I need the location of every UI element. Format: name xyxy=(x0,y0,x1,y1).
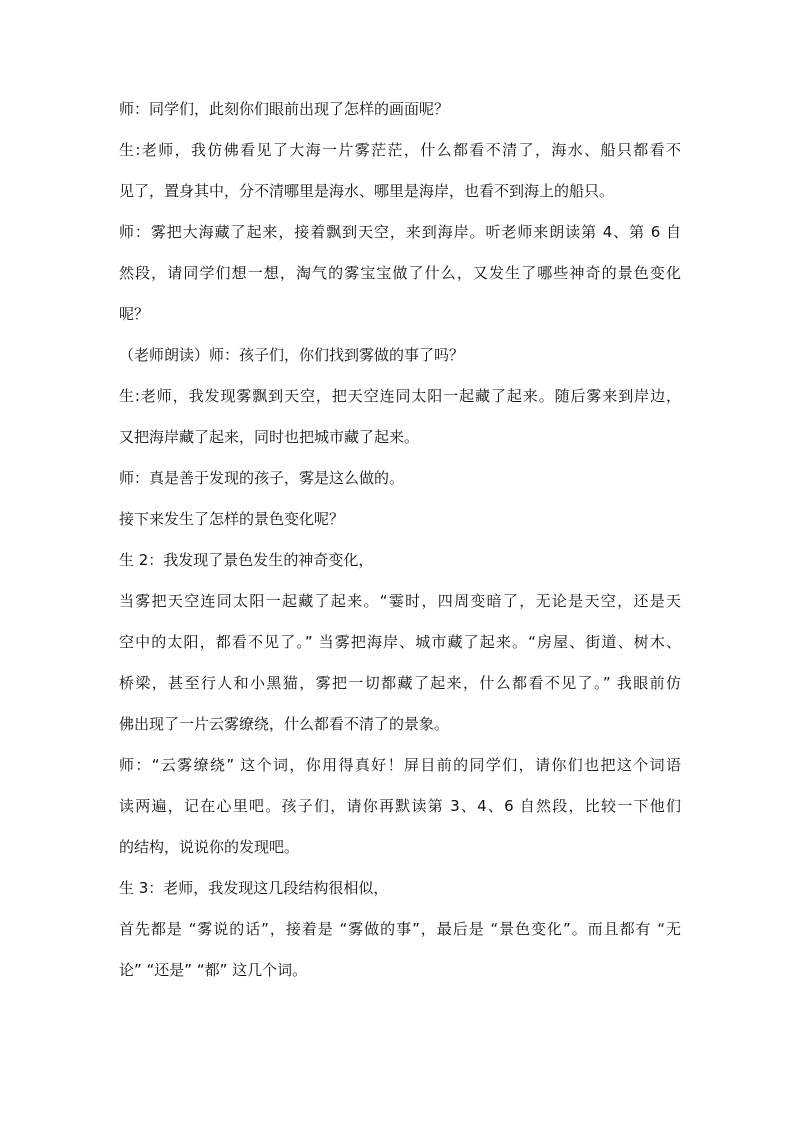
text-line: 生 3：老师，我发现这几段结构很相似， xyxy=(119,879,389,897)
text-line: 当雾把天空连同太阳一起藏了起来。“霎时，四周变暗了，无论是天空，还是天 xyxy=(119,592,681,610)
text-line: 空中的太阳，都看不见了。” 当雾把海岸、城市藏了起来。“房屋、街道、树木、 xyxy=(119,633,681,651)
paragraph-5 xyxy=(119,383,681,451)
text-line: 的结构，说说你的发现吧。 xyxy=(119,838,300,856)
document-body xyxy=(119,96,681,984)
paragraph-12 xyxy=(119,916,681,984)
paragraph-6 xyxy=(119,465,681,492)
text-line: 见了，置身其中，分不清哪里是海水、哪里是海岸，也看不到海上的船只。 xyxy=(119,182,615,200)
text-line: 呢？ xyxy=(119,305,150,323)
paragraph-7 xyxy=(119,506,681,533)
text-line: 然段，请同学们想一想，淘气的雾宝宝做了什么，又发生了哪些神奇的景色变化 xyxy=(119,264,681,282)
paragraph-8 xyxy=(119,547,681,574)
text-line: 生:老师，我仿佛看见了大海一片雾茫茫，什么都看不清了，海水、船只都看不 xyxy=(119,141,681,159)
text-line: 首先都是 “雾说的话”，接着是 “雾做的事”，最后是 “景色变化”。而且都有 “无 xyxy=(119,920,681,938)
text-line: 师：雾把大海藏了起来，接着飘到天空，来到海岸。听老师来朗读第 4、第 6 自 xyxy=(119,223,681,241)
text-line: 佛出现了一片云雾缭绕，什么都看不清了的景象。 xyxy=(119,715,450,733)
text-line: 桥梁，甚至行人和小黑猫，雾把一切都藏了起来，什么都看不见了。” 我眼前仿 xyxy=(119,674,681,692)
text-line: （老师朗读）师：孩子们，你们找到雾做的事了吗？ xyxy=(119,346,465,364)
paragraph-4 xyxy=(119,342,681,369)
text-line: 接下来发生了怎样的景色变化呢？ xyxy=(119,510,345,528)
paragraph-9 xyxy=(119,588,681,738)
paragraph-10 xyxy=(119,752,681,861)
text-line: 师：同学们，此刻你们眼前出现了怎样的画面呢？ xyxy=(119,100,450,118)
text-line: 生 2：我发现了景色发生的神奇变化， xyxy=(119,551,374,569)
paragraph-2 xyxy=(119,137,681,205)
paragraph-3 xyxy=(119,219,681,328)
text-line: 生:老师，我发现雾飘到天空，把天空连同太阳一起藏了起来。随后雾来到岸边， xyxy=(119,387,681,405)
text-line: 论” “还是” “都” 这几个词。 xyxy=(119,961,308,979)
text-line: 师：“云雾缭绕” 这个词，你用得真好！屏目前的同学们，请你们也把这个词语 xyxy=(119,756,681,774)
paragraph-1 xyxy=(119,96,681,123)
text-line: 读两遍，记在心里吧。孩子们，请你再默读第 3、4、6 自然段，比较一下他们 xyxy=(119,797,681,815)
text-line: 师：真是善于发现的孩子，雾是这么做的。 xyxy=(119,469,405,487)
paragraph-11 xyxy=(119,875,681,902)
text-line: 又把海岸藏了起来，同时也把城市藏了起来。 xyxy=(119,428,420,446)
